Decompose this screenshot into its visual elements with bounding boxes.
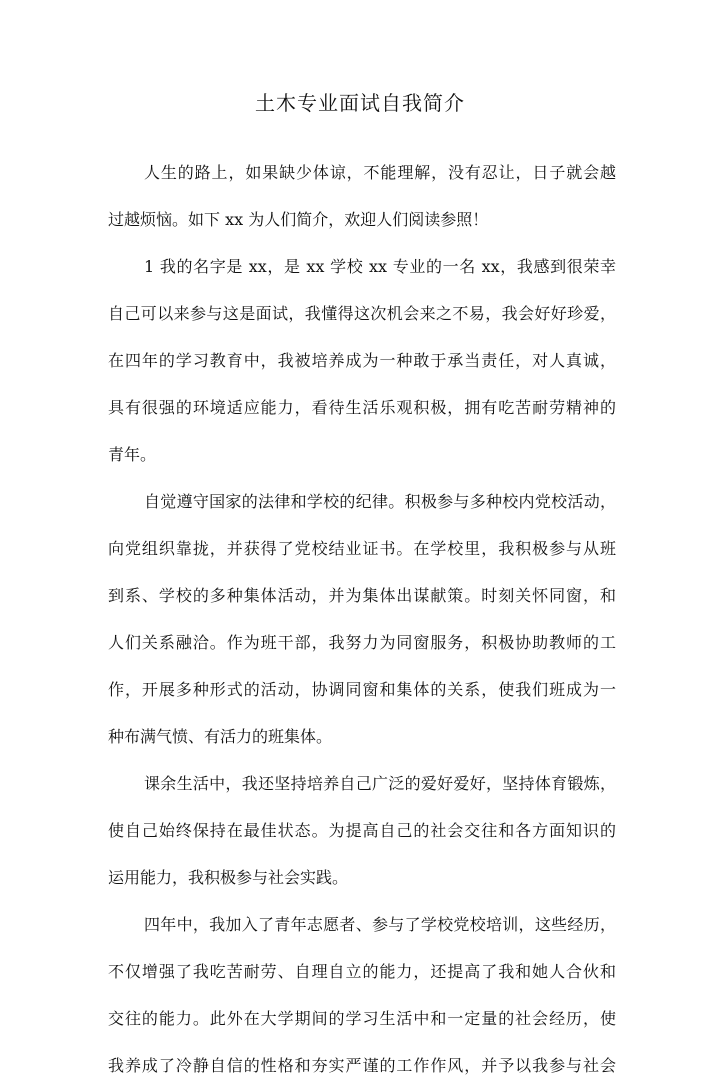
body-line: 课余生活中，我还坚持培养自己广泛的爱好爱好，坚持体育锻炼， [144, 774, 616, 793]
body-line: 人们关系融洽。作为班干部，我努力为同窗服务，积极协助教师的工 [108, 633, 616, 652]
body-line: 交往的能力。此外在大学期间的学习生活中和一定量的社会经历，使 [108, 1009, 616, 1028]
body-line: 过越烦恼。如下 xx 为人们简介，欢迎人们阅读参照！ [108, 210, 489, 229]
body-line: 种布满气愤、有活力的班集体。 [108, 727, 333, 746]
body-line: 1 我的名字是 xx，是 xx 学校 xx 专业的一名 xx，我感到很荣幸 [144, 257, 616, 276]
body-line: 使自己始终保持在最佳状态。为提高自己的社会交往和各方面知识的 [108, 821, 616, 840]
body-line: 运用能力，我积极参与社会实践。 [108, 868, 349, 887]
body-line: 自觉遵守国家的法律和学校的纪律。积极参与多种校内党校活动， [144, 492, 616, 511]
body-line: 不仅增强了我吃苦耐劳、自理自立的能力，还提高了我和她人合伙和 [108, 962, 616, 981]
body-line: 自己可以来参与这是面试，我懂得这次机会来之不易，我会好好珍爱， [108, 304, 616, 323]
body-line: 在四年的学习教育中，我被培养成为一种敢于承当责任，对人真诚， [108, 351, 616, 370]
body-line: 青年。 [108, 445, 157, 464]
body-line: 四年中，我加入了青年志愿者、参与了学校党校培训，这些经历， [144, 915, 616, 934]
body-line: 我养成了冷静自信的性格和夯实严谨的工作作风，并予以我参与社会 [108, 1056, 616, 1075]
body-line: 人生的路上，如果缺少体谅，不能理解，没有忍让，日子就会越 [144, 163, 616, 182]
document-title: 土木专业面试自我简介 [255, 91, 465, 115]
body-line: 到系、学校的多种集体活动，并为集体出谋献策。时刻关怀同窗，和 [108, 586, 616, 605]
body-line: 向党组织靠拢，并获得了党校结业证书。在学校里，我积极参与从班 [108, 539, 616, 558]
body-line: 作，开展多种形式的活动，协调同窗和集体的关系，使我们班成为一 [108, 680, 616, 699]
body-line: 具有很强的环境适应能力，看待生活乐观积极，拥有吃苦耐劳精神的 [108, 398, 616, 417]
